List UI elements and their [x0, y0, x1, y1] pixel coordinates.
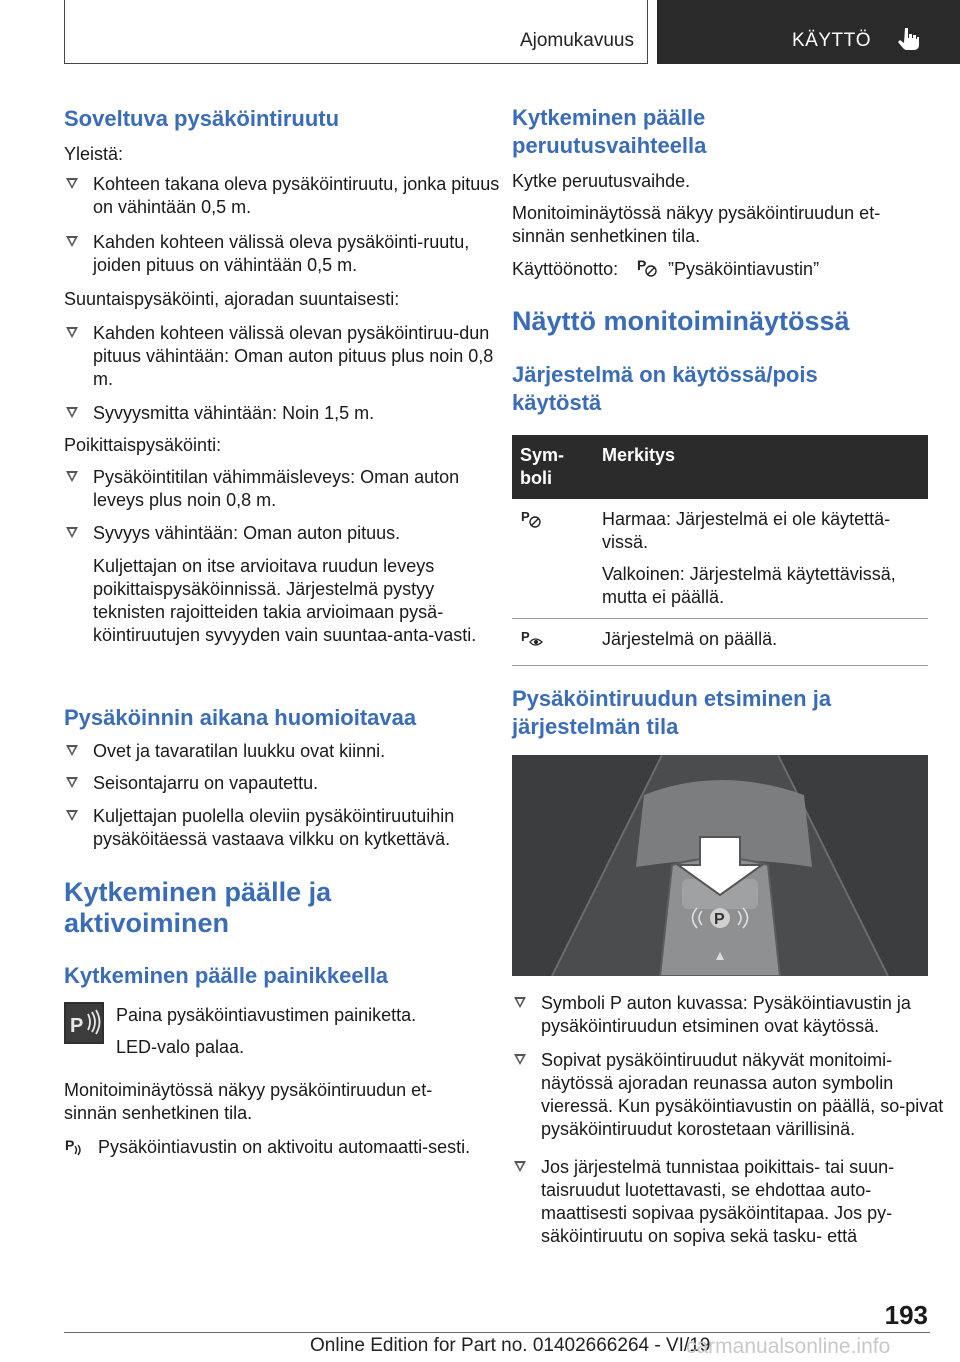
monitor-text-right: Monitoiminäytössä näkyy pysäköintiruudun et‐sinnän senhetkinen tila.	[512, 203, 881, 246]
list-item: Kohteen takana oleva pysäköintiruutu, jonka pituus on vähintään 0,5 m.	[64, 173, 507, 219]
kaytto-value: ”Pysäköintiavustin”	[668, 259, 820, 279]
svg-text:P: P	[521, 509, 530, 524]
page-number: 193	[884, 1300, 928, 1330]
paina-text: Paina pysäköintiavustimen painiketta.	[116, 1005, 417, 1025]
parking-assist-off-icon	[520, 508, 544, 530]
list-item: Jos järjestelmä tunnistaa poikittais- tai suun‐taisruudut luotettavasti, se ehdottaa auto‐maattisesti sopivaa pysäköintitapaa. Jos py‐säköintiruutu on sopiva sekä tasku- että	[512, 1156, 957, 1248]
list-item: Symboli P auton kuvassa: Pysäköintiavustin ja pysäköintiruudun etsiminen ovat käytössä.	[512, 992, 957, 1038]
footer-divider	[64, 1332, 930, 1333]
table-row	[512, 499, 928, 619]
section-title: Ajomukavuus	[519, 30, 634, 51]
edition-text: Online Edition for Part no. 01402666264 - VI/19	[310, 1335, 711, 1356]
monitor-text: Monitoiminäytössä näkyy pysäköintiruudun et‐sinnän senhetkinen tila.	[64, 1080, 433, 1123]
bullet-triangle-icon	[66, 407, 78, 418]
bullet-triangle-icon	[66, 745, 78, 756]
heading-jarjestelma: Järjestelmä on käytössä/pois käytöstä	[512, 362, 818, 415]
bullet-triangle-icon	[66, 178, 78, 189]
led-text: LED-valo palaa.	[116, 1037, 245, 1057]
hand-pointer-icon	[896, 26, 920, 52]
kaytto-label: Käyttöönotto:	[512, 259, 619, 279]
bullet-triangle-icon	[514, 997, 526, 1008]
table-header-meaning: Merkitys	[594, 435, 928, 499]
table-header-symbol: Sym‐boli	[512, 435, 594, 499]
bullet-triangle-icon	[514, 1054, 526, 1065]
list-item: Kuljettajan puolella oleviin pysäköintiruutuihin pysäköitäessä vastaava vilkku on kytkettävä.	[64, 805, 507, 851]
list-item: Seisontajarru on vapautettu.	[64, 772, 507, 795]
heading-naytto: Näyttö monitoiminäytössä	[512, 306, 850, 336]
watermark-text: carmanualsonline.info	[686, 1335, 891, 1358]
svg-text:P: P	[521, 629, 530, 644]
table-cell-meaning: Järjestelmä on päällä.	[594, 619, 928, 666]
table-header-row	[512, 435, 928, 499]
parking-assist-on-icon	[520, 628, 546, 650]
svg-text:P: P	[70, 1015, 84, 1037]
bullet-triangle-icon	[66, 327, 78, 338]
yleista-label: Yleistä:	[64, 144, 124, 164]
list-item: Syvyysmitta vähintään: Noin 1,5 m.	[64, 402, 507, 425]
parking-assist-icon	[636, 256, 660, 278]
chapter-title: KÄYTTÖ	[792, 30, 872, 51]
bullet-triangle-icon	[66, 527, 78, 538]
parking-search-illustration	[512, 755, 928, 976]
list-item: Kahden kohteen välissä oleva pysäköinti‐ruutu, joiden pituus on vähintään 0,5 m.	[64, 231, 507, 277]
table-row	[512, 619, 928, 666]
list-item: Kahden kohteen välissä olevan pysäköintiruu‐dun pituus vähintään: Oman auton pituus plus noin 0,8 m.	[64, 322, 507, 391]
kytke-text: Kytke peruutusvaihde.	[512, 171, 691, 191]
bullet-triangle-icon	[514, 1161, 526, 1172]
heading-aikana: Pysäköinnin aikana huomioitavaa	[64, 705, 417, 730]
note-text: Kuljettajan on itse arvioitava ruudun leveys poikittaispysäköinnissä. Järjestelmä pystyy teknisten rajoitteiden takia arvioimaan pysä‐köintiruutujen syvyyden vain suuntaa-anta‐vasti.	[93, 556, 477, 645]
bullet-triangle-icon	[66, 777, 78, 788]
heading-peruutus: Kytkeminen päälle peruutusvaihteella	[512, 105, 707, 158]
svg-text:P: P	[65, 1137, 75, 1153]
heading-etsiminen: Pysäköintiruudun etsiminen ja järjestelmän tila	[512, 686, 832, 739]
suuntais-label: Suuntaispysäköinti, ajoradan suuntaisesti:	[64, 289, 400, 309]
bullet-triangle-icon	[66, 236, 78, 247]
p-symbol-label: P	[714, 911, 725, 928]
list-item: Syvyys vähintään: Oman auton pituus.	[64, 522, 507, 545]
list-item: Pysäköintitilan vähimmäisleveys: Oman auton leveys plus noin 0,8 m.	[64, 466, 507, 512]
bullet-triangle-icon	[66, 810, 78, 821]
table-cell-symbol	[512, 499, 594, 619]
heading-painikkeella: Kytkeminen päälle painikkeella	[64, 963, 389, 988]
list-item: Ovet ja tavaratilan luukku ovat kiinni.	[64, 740, 507, 763]
list-item: Sopivat pysäköintiruudut näkyvät monitoimi‐näytössä ajoradan reunassa auton symbolin vieressä. Kun pysäköintiavustin on päällä, so‐pivat pysäköintiruudut korostetaan värillisinä.	[512, 1049, 957, 1141]
svg-text:P: P	[637, 257, 647, 273]
heading-kytkeminen: Kytkeminen päälle ja aktivoiminen	[64, 877, 332, 938]
table-cell-meaning: Harmaa: Järjestelmä ei ole käytettä‐vissä. Valkoinen: Järjestelmä käytettävissä, mutta ei päällä.	[594, 499, 928, 619]
poikittais-label: Poikittaispysäköinti:	[64, 435, 222, 455]
heading-soveltuva: Soveltuva pysäköintiruutu	[64, 106, 340, 131]
symbol-table	[512, 435, 928, 666]
parking-assist-button-icon	[64, 1002, 104, 1044]
auto-text: Pysäköintiavustin on aktivoitu automaatti‐sesti.	[98, 1137, 471, 1157]
bullet-triangle-icon	[66, 471, 78, 482]
table-cell-symbol	[512, 619, 594, 666]
